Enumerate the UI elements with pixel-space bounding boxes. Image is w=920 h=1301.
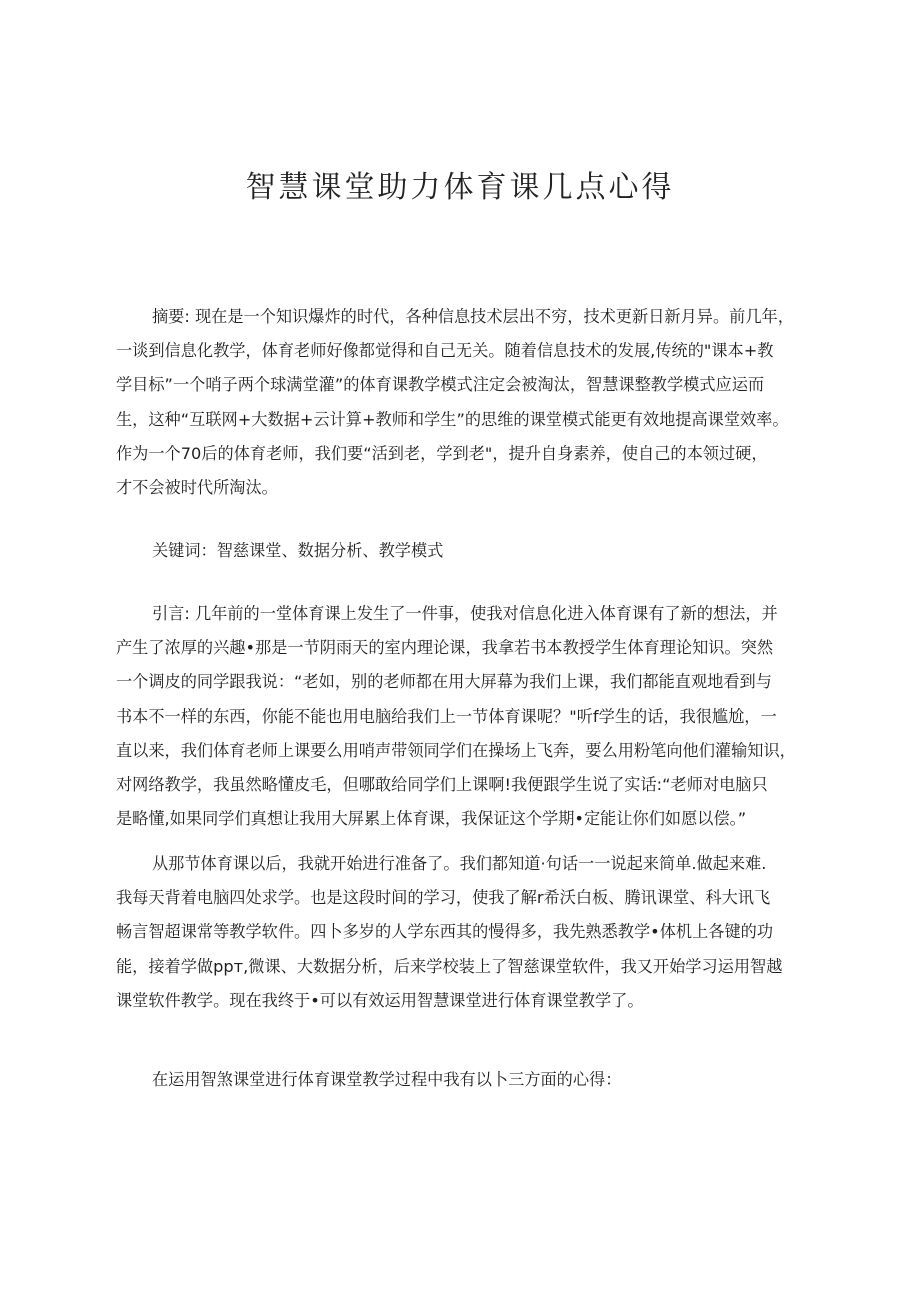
- body-paragraph-1: [116, 847, 820, 1018]
- body-line: 能，接着学做ppт,微课、大数据分析，后来学校装上了智慈课堂软件，我又开始学习运用智越: [116, 956, 783, 976]
- abstract-line: 一谈到信息化教学，体育老师好像都觉得和自己无关。随着信息技术的发展,传统的"课本+教: [116, 341, 774, 361]
- intro-line: 是略懂,如果同学们真想让我用大屏累上体育课，我保证这个学期•定能让你们如愿以偿。”: [116, 809, 747, 829]
- body-line: 在运用智煞课堂进行体育课堂教学过程中我有以卜三方面的心得：: [152, 1070, 622, 1089]
- body-line: 从那节体育课以后，我就开始进行准备了。我们都知道·句话一一说起来简单.做起来难.: [152, 854, 767, 873]
- intro-line: 直以来，我们体育老师上课要么用哨声带领同学们在操场上飞奔，要么用粉笔向他们灌输知识，: [116, 740, 796, 760]
- abstract-line: 作为一个70后的体育老师，我们要“活到老，学到老"，提升自身素养，使自己的本领过硬，: [116, 443, 768, 463]
- intro-line: 对网络教学，我虽然略懂皮毛，但哪敢给同学们上课啊!我便跟学生说了实话:“老师对电脑只: [116, 775, 768, 795]
- abstract-line: 才不会被时代所淘汰。: [116, 478, 278, 498]
- body-line: 我每天背着电脑四处求学。也是这段时间的学习，使我了解r希沃白板、腾讯课堂、科大讯飞: [116, 888, 771, 908]
- body-line: 畅言智超课常等教学软件。四卜多岁的人学东西其的慢得多，我先熟悉教学•体机上各键的功: [116, 922, 774, 942]
- intro-line: 一个调皮的同学跟我说：“老如，别的老师都在用大屏幕为我们上课，我们都能直观地看到与: [116, 672, 772, 692]
- body-line: 课堂软件教学。现在我终于•可以有效运用智慧课堂进行体育课堂教学了。: [116, 990, 644, 1010]
- intro-paragraph: [116, 597, 820, 836]
- intro-line: 产生了浓厚的兴趣•那是一节阴雨天的室内理论课，我拿若书本教授学生体育理论知识。突然: [116, 638, 774, 658]
- intro-line: 引言: 几年前的一堂体育课上发生了一件事，使我对信息化进入体育课有了新的想法，并: [152, 604, 778, 623]
- document-title: 智慧课堂助力体育课几点心得: [245, 170, 675, 205]
- keywords-line: 关键词：智慈课堂、数据分析、教学模式: [152, 541, 444, 560]
- keywords-paragraph: [116, 534, 820, 568]
- abstract-line: 生，这种“互联网+大数据+云计算+教师和学生”的思维的课堂模式能更有效地提高课堂效率。: [116, 409, 789, 429]
- abstract-line: 摘要: 现在是一个知识爆炸的时代，各种信息技术层出不穷，技术更新日新月异。前几年，: [152, 307, 794, 326]
- intro-line: 书本不一样的东西，你能不能也用电脑给我们上一节体育课呢？"听f学生的话，我很尴尬，一: [116, 706, 777, 726]
- abstract-paragraph: [116, 300, 820, 505]
- abstract-line: 学目标”一个哨子两个球满堂灌”的体育课教学模式注定会被淘汰，智慧课整教学模式应运而: [116, 375, 765, 395]
- body-paragraph-2: [116, 1063, 820, 1097]
